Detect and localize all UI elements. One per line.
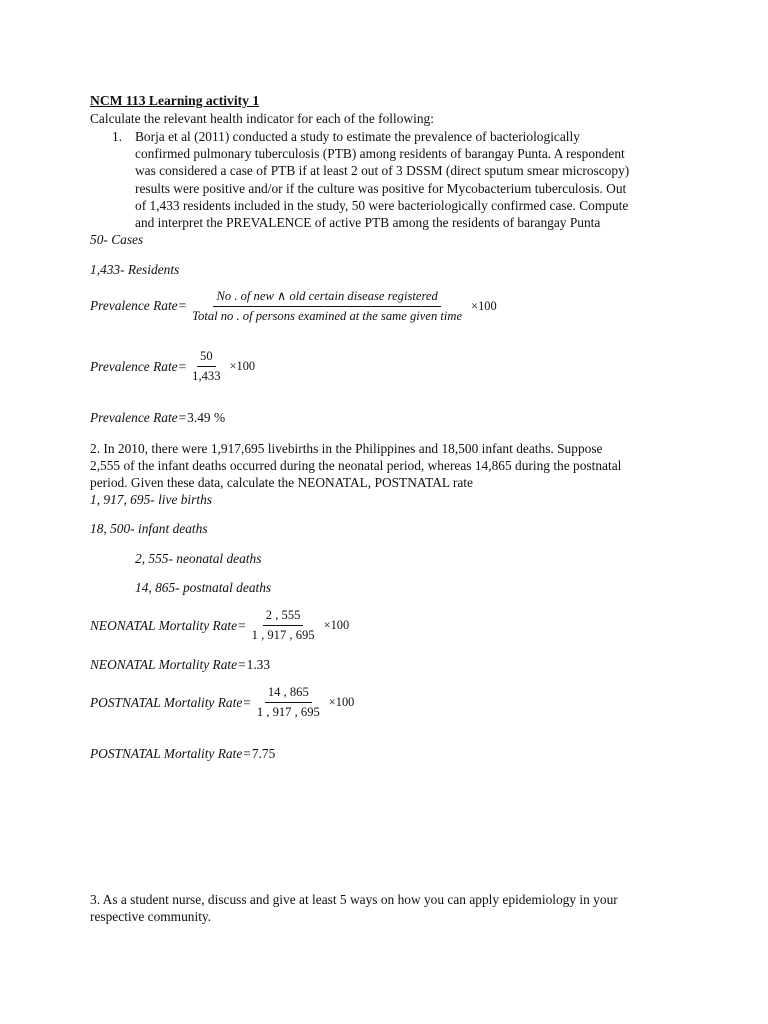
postnatal-result-value: 7.75 — [251, 746, 276, 761]
given-postnatal-deaths: 14, 865- postnatal deaths — [135, 580, 272, 595]
times-hundred: ×100 — [328, 695, 355, 709]
question-3-line: respective community. — [90, 909, 212, 925]
question-3-line: 3. As a student nurse, discuss and give at least 5 ways on how you can apply epidemiology in your — [90, 892, 618, 907]
question-1-line: and interpret the PREVALENCE of active PTB among the residents of barangay Punta — [135, 215, 601, 231]
postnatal-denominator: 1 , 917 , 695 — [256, 705, 320, 719]
question-3-text — [90, 891, 680, 925]
question-1-line: confirmed pulmonary tuberculosis (PTB) among residents of barangay Punta. A respondent — [135, 146, 625, 162]
question-2-line: 2,555 of the infant deaths occurred during the neonatal period, whereas 14,865 during the postnatal — [90, 458, 622, 474]
given-live-births: 1, 917, 695- live births — [90, 492, 212, 507]
postnatal-numerator: 14 , 865 — [265, 685, 312, 703]
times-hundred: ×100 — [323, 618, 350, 632]
given-neonatal-deaths: 2, 555- neonatal deaths — [135, 551, 262, 566]
neonatal-calculation — [90, 608, 349, 643]
question-2-text — [90, 440, 680, 492]
formula-lhs: Prevalence Rate — [90, 298, 178, 313]
document-title: NCM 113 Learning activity 1 — [90, 93, 260, 108]
result-lhs: Prevalence Rate — [90, 410, 178, 425]
neonatal-lhs: NEONATAL Mortality Rate — [90, 617, 238, 633]
question-2-line: 2. In 2010, there were 1,917,695 livebirths in the Philippines and 18,500 infant deaths. Suppose — [90, 441, 603, 456]
prevalence-calculation — [90, 349, 255, 384]
postnatal-lhs: POSTNATAL Mortality Rate — [90, 694, 243, 710]
postnatal-result-lhs: POSTNATAL Mortality Rate — [90, 746, 243, 761]
calc-lhs: Prevalence Rate — [90, 358, 178, 374]
times-hundred: ×100 — [229, 359, 256, 373]
neonatal-result-value: 1.33 — [246, 657, 271, 672]
formula-numerator: No . of new ∧ old certain disease registered — [213, 288, 440, 307]
equals-sign: = — [243, 746, 251, 761]
neonatal-result-lhs: NEONATAL Mortality Rate — [90, 657, 238, 672]
equals-sign: = — [178, 298, 187, 313]
question-1-line: Borja et al (2011) conducted a study to estimate the prevalence of bacteriologically — [135, 129, 580, 144]
calc-numerator: 50 — [197, 349, 216, 367]
question-2-line: period. Given these data, calculate the NEONATAL, POSTNATAL rate — [90, 475, 473, 491]
given-cases: 50- Cases — [90, 232, 144, 247]
postnatal-fraction — [254, 685, 323, 720]
neonatal-numerator: 2 , 555 — [263, 608, 304, 626]
neonatal-result — [90, 657, 270, 673]
equals-sign: = — [178, 410, 187, 425]
neonatal-fraction — [249, 608, 318, 643]
formula-denominator: Total no . of persons examined at the same given time — [192, 309, 463, 323]
given-residents: 1,433- Residents — [90, 262, 180, 277]
question-1-line: results were positive and/or if the culture was positive for Mycobacterium tuberculosis. Out — [135, 180, 627, 196]
given-infant-deaths: 18, 500- infant deaths — [90, 521, 208, 536]
equals-sign: = — [238, 617, 246, 633]
formula-fraction — [189, 288, 465, 324]
result-value: 3.49 % — [187, 410, 226, 425]
postnatal-calculation — [90, 685, 354, 720]
equals-sign: = — [238, 657, 246, 672]
equals-sign: = — [178, 358, 187, 374]
prevalence-result — [90, 410, 225, 426]
calc-fraction — [189, 349, 223, 384]
prevalence-formula — [90, 288, 497, 324]
question-1-number: 1. — [112, 129, 123, 144]
postnatal-result — [90, 746, 275, 762]
equals-sign: = — [243, 694, 251, 710]
question-1-line: was considered a case of PTB if at least 2 out of 3 DSSM (direct sputum smear microscopy) — [135, 163, 630, 179]
times-hundred: ×100 — [471, 298, 497, 313]
instructions-text: Calculate the relevant health indicator for each of the following: — [90, 111, 434, 126]
calc-denominator: 1,433 — [192, 369, 221, 383]
question-1-line: of 1,433 residents included in the study, 50 were bacteriologically confirmed case. Compute — [135, 197, 629, 213]
question-1-text — [135, 128, 675, 231]
neonatal-denominator: 1 , 917 , 695 — [251, 628, 315, 642]
